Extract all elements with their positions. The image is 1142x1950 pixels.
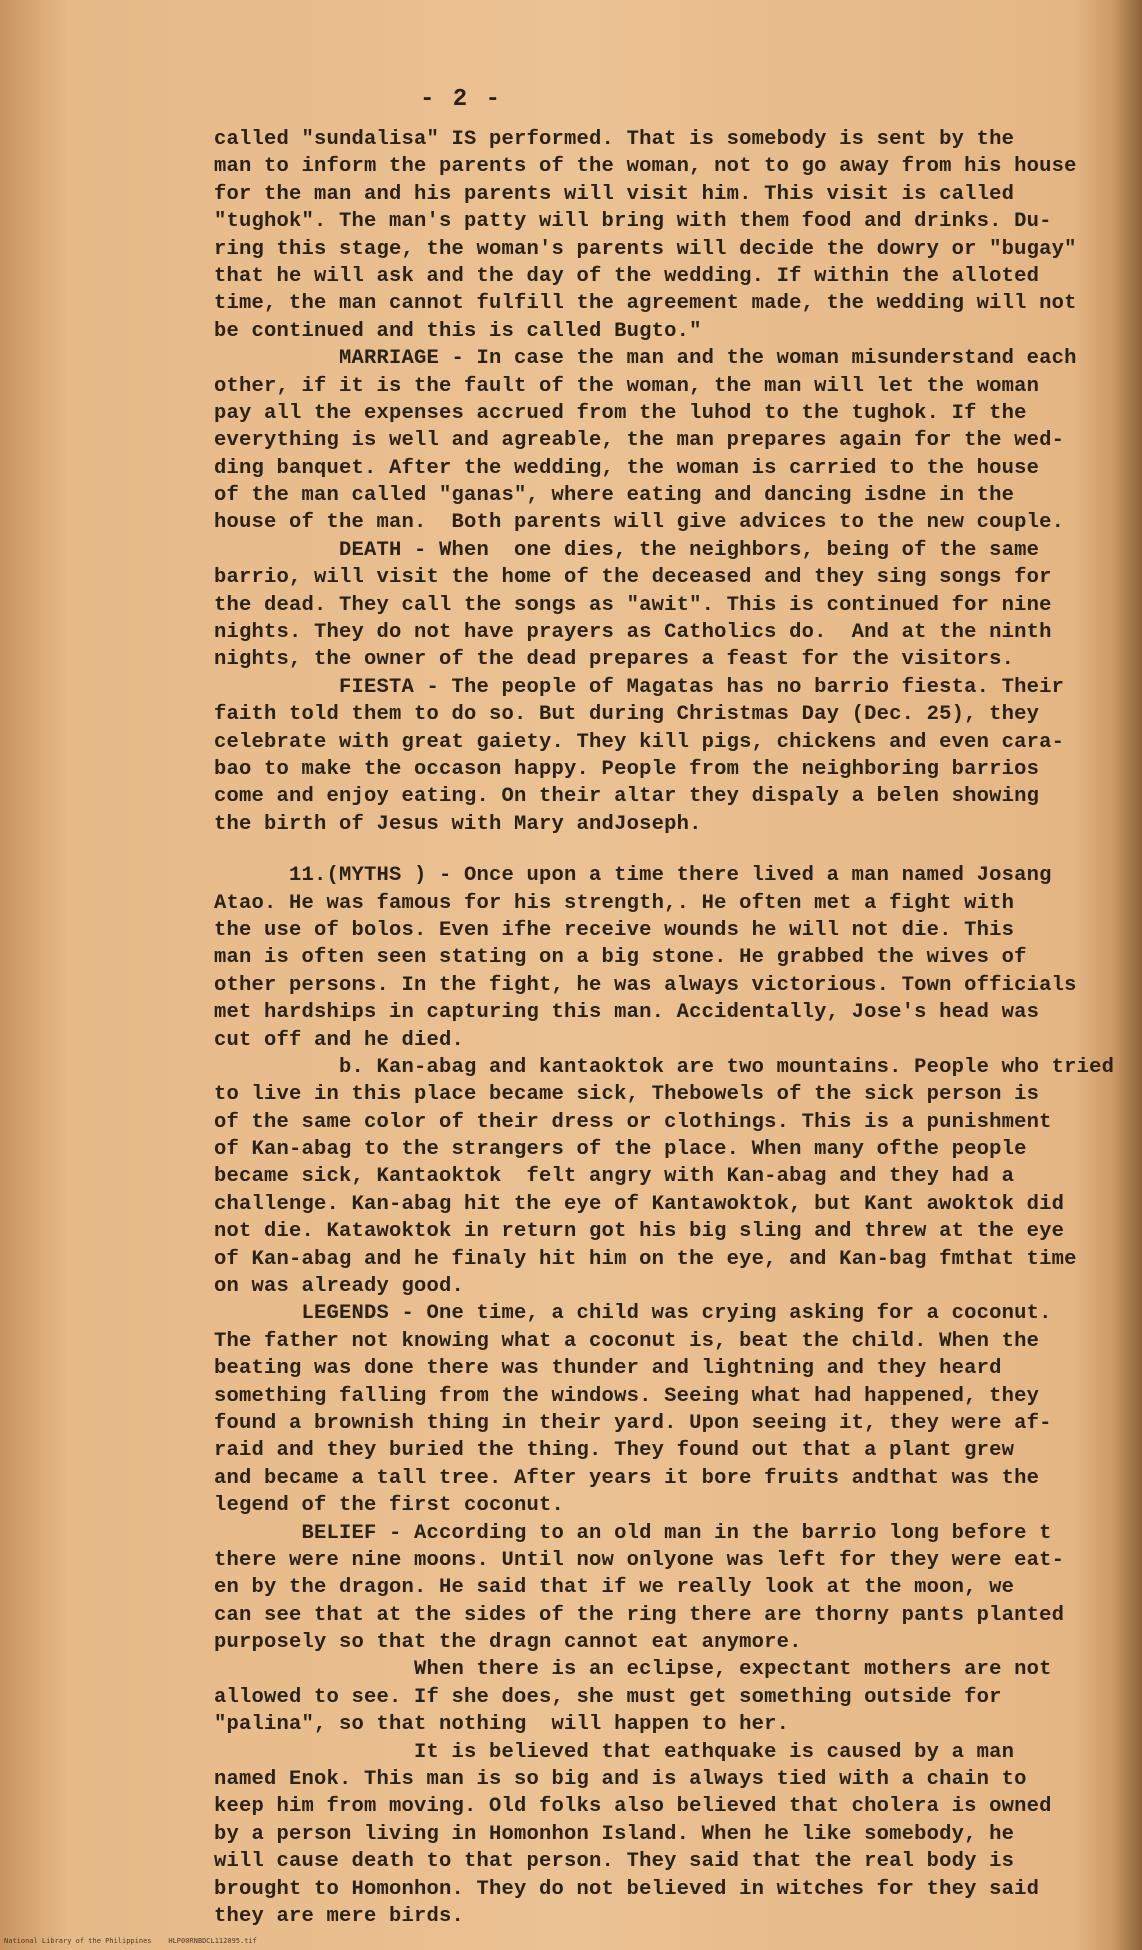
text-line: other, if it is the fault of the woman, the man will let the woman (214, 374, 1040, 398)
text-line: not die. Katawoktok in return got his big sling and threw at the eye (214, 1220, 1065, 1244)
text-line: legend of the first coconut. (214, 1494, 565, 1518)
text-line: other persons. In the fight, he was always victorious. Town officials (214, 973, 1077, 997)
text-line: barrio, will visit the home of the deceased and they sing songs for (214, 566, 1052, 590)
text-line: LEGENDS - One time, a child was crying asking for a coconut. (214, 1302, 1052, 1326)
text-line: that he will ask and the day of the wedding. If within the alloted (214, 264, 1040, 288)
text-line: come and enjoy eating. On their altar they dispaly a belen showing (214, 785, 1040, 809)
text-line: for the man and his parents will visit him. This visit is called (214, 182, 1015, 206)
text-line: DEATH - When one dies, the neighbors, being of the same (214, 538, 1040, 562)
text-line: of Kan-abag to the strangers of the place. When many ofthe people (214, 1138, 1027, 1162)
text-line: BELIEF - According to an old man in the barrio long before t (214, 1521, 1052, 1545)
text-line: and became a tall tree. After years it bore fruits andthat was the (214, 1466, 1040, 1490)
text-line: the birth of Jesus with Mary andJoseph. (214, 812, 702, 836)
text-block-customs (214, 126, 1094, 838)
text-line: nights, the owner of the dead prepares a feast for the visitors. (214, 648, 1015, 672)
text-line: en by the dragon. He said that if we really look at the moon, we (214, 1576, 1015, 1600)
text-line: FIESTA - The people of Magatas has no barrio fiesta. Their (214, 675, 1065, 699)
text-line: beating was done there was thunder and lightning and they heard (214, 1357, 1002, 1381)
text-block-myths-legends (214, 862, 1115, 1930)
text-line: man to inform the parents of the woman, not to go away from his house (214, 155, 1077, 179)
text-line: b. Kan-abag and kantaoktok are two mountains. People who tried (214, 1055, 1115, 1079)
page-spine-shadow (1114, 0, 1142, 1950)
text-line: allowed to see. If she does, she must get something outside for (214, 1685, 1002, 1709)
typed-text-body (214, 126, 1115, 1930)
text-line: "tughok". The man's patty will bring with them food and drinks. Du- (214, 210, 1052, 234)
text-line: of the man called "ganas", where eating and dancing isdne in the (214, 484, 1015, 508)
text-line: on was already good. (214, 1275, 465, 1299)
text-line: man is often seen stating on a big stone. He grabbed the wives of (214, 946, 1027, 970)
text-line: Atao. He was famous for his strength,. He often met a fight with (214, 891, 1015, 915)
text-line: raid and they buried the thing. They found out that a plant grew (214, 1439, 1015, 1463)
text-line: everything is well and agreable, the man prepares again for the wed- (214, 429, 1065, 453)
text-line: The father not knowing what a coconut is, beat the child. When the (214, 1329, 1040, 1353)
text-line: the use of bolos. Even ifhe receive wounds he will not die. This (214, 918, 1015, 942)
text-line: nights. They do not have prayers as Catholics do. And at the ninth (214, 621, 1052, 645)
text-line: house of the man. Both parents will give advices to the new couple. (214, 511, 1065, 535)
text-line: MARRIAGE - In case the man and the woman misunderstand each (214, 347, 1077, 371)
text-line: When there is an eclipse, expectant mothers are not (214, 1658, 1052, 1682)
text-line: found a brownish thing in their yard. Upon seeing it, they were af- (214, 1411, 1052, 1435)
text-line: It is believed that eathquake is caused by a man (214, 1740, 1015, 1764)
text-line: celebrate with great gaiety. They kill pigs, chickens and even cara- (214, 730, 1065, 754)
text-line: became sick, Kantaoktok felt angry with Kan-abag and they had a (214, 1165, 1015, 1189)
text-line: will cause death to that person. They said that the real body is (214, 1850, 1015, 1874)
text-line: cut off and he died. (214, 1028, 465, 1052)
text-line: they are mere birds. (214, 1905, 465, 1928)
text-line: met hardships in capturing this man. Accidentally, Jose's head was (214, 1001, 1040, 1025)
paragraph-gap (214, 838, 1094, 862)
text-line: named Enok. This man is so big and is always tied with a chain to (214, 1768, 1027, 1792)
text-line: there were nine moons. Until now onlyone was left for they were eat- (214, 1548, 1065, 1572)
text-line: brought to Homonhon. They do not believed in witches for they said (214, 1877, 1040, 1901)
scan-footer: National Library of the Philippines HLP00RNBDCL112095.tif (4, 1937, 257, 1945)
text-line: of the same color of their dress or clothings. This is a punishment (214, 1110, 1052, 1134)
text-line: of Kan-abag and he finaly hit him on the eye, and Kan-bag fmthat time (214, 1247, 1077, 1271)
text-line: ding banquet. After the wedding, the woman is carried to the house (214, 456, 1040, 480)
text-line: keep him from moving. Old folks also believed that cholera is owned (214, 1795, 1052, 1819)
page-number: - 2 - (420, 86, 503, 113)
text-line: bao to make the occason happy. People from the neighboring barrios (214, 757, 1040, 781)
text-line: something falling from the windows. Seeing what had happened, they (214, 1384, 1040, 1408)
text-line: faith told them to do so. But during Christmas Day (Dec. 25), they (214, 703, 1040, 727)
text-line: the dead. They call the songs as "awit". This is continued for nine (214, 593, 1052, 617)
text-line: pay all the expenses accrued from the luhod to the tughok. If the (214, 401, 1027, 425)
text-line: can see that at the sides of the ring there are thorny pants planted (214, 1603, 1065, 1627)
text-line: by a person living in Homonhon Island. When he like somebody, he (214, 1822, 1015, 1846)
text-line: "palina", so that nothing will happen to her. (214, 1713, 790, 1737)
text-line: ring this stage, the woman's parents will decide the dowry or "bugay" (214, 237, 1077, 261)
text-line: challenge. Kan-abag hit the eye of Kantawoktok, but Kant awoktok did (214, 1192, 1065, 1216)
text-line: to live in this place became sick, Thebowels of the sick person is (214, 1083, 1040, 1107)
text-line: be continued and this is called Bugto." (214, 319, 702, 343)
text-line: purposely so that the dragn cannot eat anymore. (214, 1631, 802, 1655)
text-line: called "sundalisa" IS performed. That is somebody is sent by the (214, 128, 1015, 151)
text-line: time, the man cannot fulfill the agreement made, the wedding will not (214, 292, 1077, 316)
text-line: 11.(MYTHS ) - Once upon a time there lived a man named Josang (214, 864, 1052, 888)
